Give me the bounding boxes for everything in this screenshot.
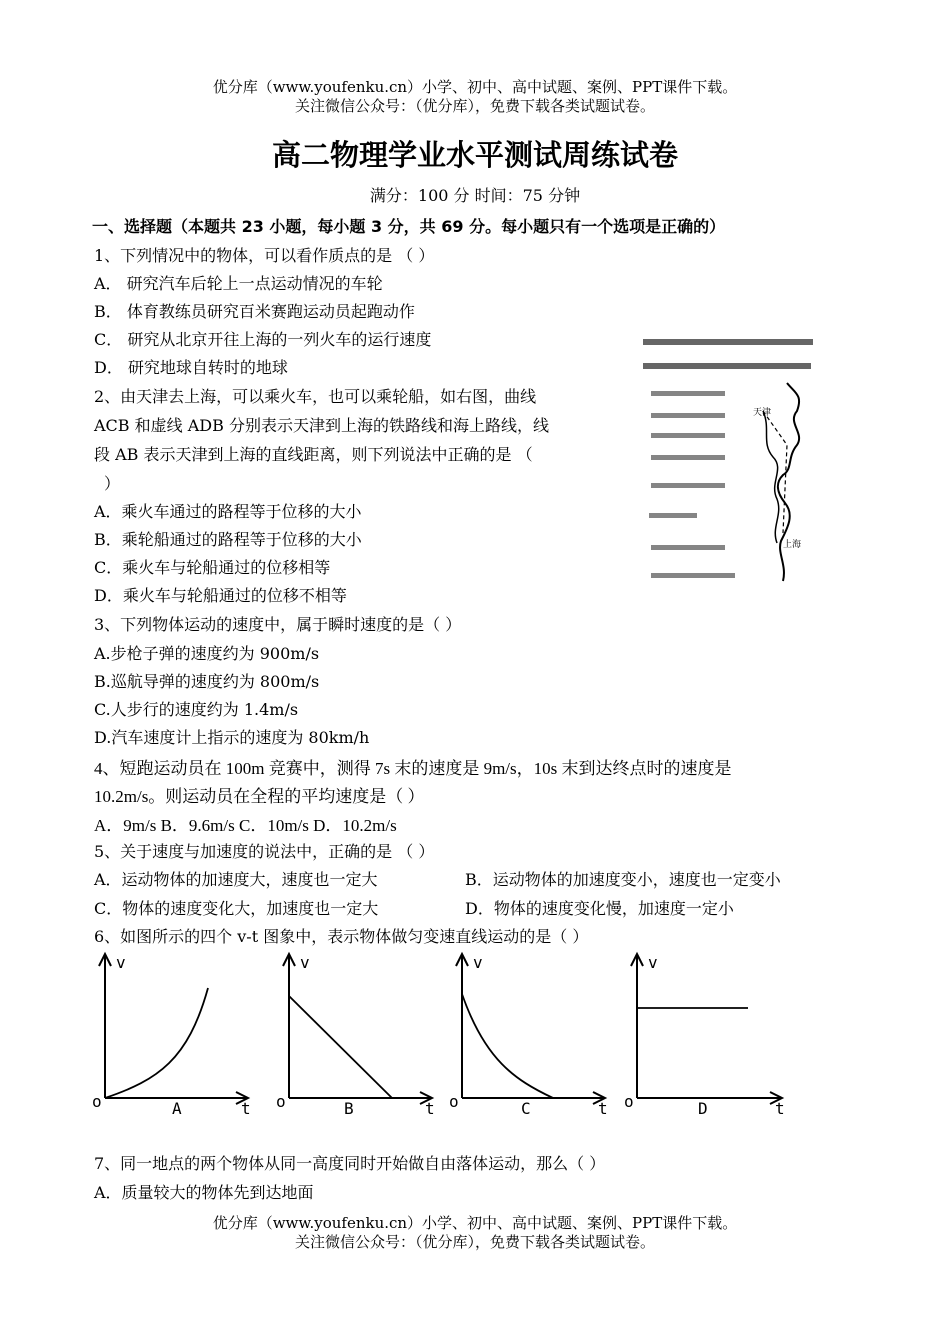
vt-graph-b: [272, 950, 442, 1125]
graph-d-t-label: t: [775, 1099, 785, 1118]
q1-option-a: A． 研究汽车后轮上一点运动情况的车轮: [94, 274, 383, 293]
section-heading: 一、选择题（本题共 23 小题，每小题 3 分，共 69 分。每小题只有一个选项是正确的）: [92, 217, 726, 236]
vt-graph-d: [620, 950, 795, 1125]
graph-b-label: B: [344, 1099, 354, 1118]
header-line-1: 优分库（www.youfenku.cn）小学、初中、高中试题、案例、PPT课件下载。: [212, 78, 738, 96]
header-line-2: 关注微信公众号：（优分库），免费下载各类试题试卷。: [294, 97, 655, 115]
graph-a-label: A: [172, 1099, 182, 1118]
graph-d-v-label: v: [648, 953, 658, 972]
q5-stem: 5、关于速度与加速度的说法中，正确的是 （ ）: [94, 842, 435, 861]
q2-line-4: ）: [104, 474, 121, 493]
shanghai-label: 上海: [783, 540, 802, 550]
page-subtitle: 满分：100 分 时间：75 分钟: [369, 186, 581, 205]
q4-options: A．9m/s B．9.6m/s C．10m/s D．10.2m/s: [94, 816, 397, 835]
q6-stem: 6、如图所示的四个 v-t 图象中，表示物体做匀变速直线运动的是（ ）: [94, 927, 589, 946]
q1-option-b: B． 体育教练员研究百米赛跑运动员起跑动作: [94, 302, 415, 321]
q5-option-d: D．物体的速度变化慢，加速度一定小: [465, 899, 734, 918]
q3-option-d: D.汽车速度计上指示的速度为 80km/h: [94, 728, 370, 747]
q2-line-1: 2、由天津去上海，可以乘火车，也可以乘轮船，如右图，曲线: [94, 387, 537, 406]
vt-graph-a: [88, 950, 258, 1125]
graph-d-label: D: [698, 1099, 708, 1118]
q5-option-a: A．运动物体的加速度大，速度也一定大: [94, 870, 378, 889]
route-map-figure: [637, 333, 825, 588]
graph-b-v-label: v: [300, 953, 310, 972]
q3-stem: 3、下列物体运动的速度中，属于瞬时速度的是（ ）: [94, 615, 462, 634]
graph-d-o-label: o: [624, 1092, 634, 1111]
graph-a-t-label: t: [241, 1099, 251, 1118]
q3-option-c: C.人步行的速度约为 1.4m/s: [94, 700, 299, 719]
q1-option-d: D． 研究地球自转时的地球: [94, 358, 288, 377]
q2-option-c: C．乘火车与轮船通过的位移相等: [94, 558, 331, 577]
graph-c-o-label: o: [449, 1092, 459, 1111]
q5-option-b: B．运动物体的加速度变小，速度也一定变小: [465, 870, 781, 889]
q2-line-3: 段 AB 表示天津到上海的直线距离，则下列说法中正确的是 （: [94, 445, 533, 464]
tianjin-label: 天津: [753, 408, 772, 418]
vt-graph-c: [445, 950, 615, 1125]
q4-line-1: 4、短跑运动员在 100m 竞赛中，测得 7s 末的速度是 9m/s，10s 末到达终点时的速度是: [94, 759, 732, 778]
footer-line-2: 关注微信公众号：（优分库），免费下载各类试题试卷。: [294, 1233, 655, 1251]
q1-option-c: C． 研究从北京开往上海的一列火车的运行速度: [94, 330, 432, 349]
q2-line-2: ACB 和虚线 ADB 分别表示天津到上海的铁路线和海上路线，线: [94, 416, 549, 435]
graph-b-o-label: o: [276, 1092, 286, 1111]
q7-stem: 7、同一地点的两个物体从同一高度同时开始做自由落体运动，那么（ ）: [94, 1154, 606, 1173]
graph-a-v-label: v: [116, 953, 126, 972]
graph-c-v-label: v: [473, 953, 483, 972]
footer-line-1: 优分库（www.youfenku.cn）小学、初中、高中试题、案例、PPT课件下载。: [212, 1214, 738, 1232]
q3-option-b: B.巡航导弹的速度约为 800m/s: [94, 672, 320, 691]
q2-option-a: A．乘火车通过的路程等于位移的大小: [94, 502, 362, 521]
q4-line-2: 10.2m/s。则运动员在全程的平均速度是（ ）: [94, 787, 425, 806]
q1-stem: 1、下列情况中的物体，可以看作质点的是 （ ）: [94, 246, 435, 265]
graph-c-t-label: t: [598, 1099, 608, 1118]
q2-option-b: B．乘轮船通过的路程等于位移的大小: [94, 530, 362, 549]
graph-b-t-label: t: [425, 1099, 435, 1118]
q5-option-c: C．物体的速度变化大，加速度也一定大: [94, 899, 379, 918]
graph-c-label: C: [521, 1099, 531, 1118]
q7-option-a: A．质量较大的物体先到达地面: [94, 1183, 314, 1202]
page-title: 高二物理学业水平测试周练试卷: [271, 138, 678, 172]
graph-a-o-label: o: [92, 1092, 102, 1111]
q2-option-d: D．乘火车与轮船通过的位移不相等: [94, 586, 347, 605]
q3-option-a: A.步枪子弹的速度约为 900m/s: [94, 644, 320, 663]
